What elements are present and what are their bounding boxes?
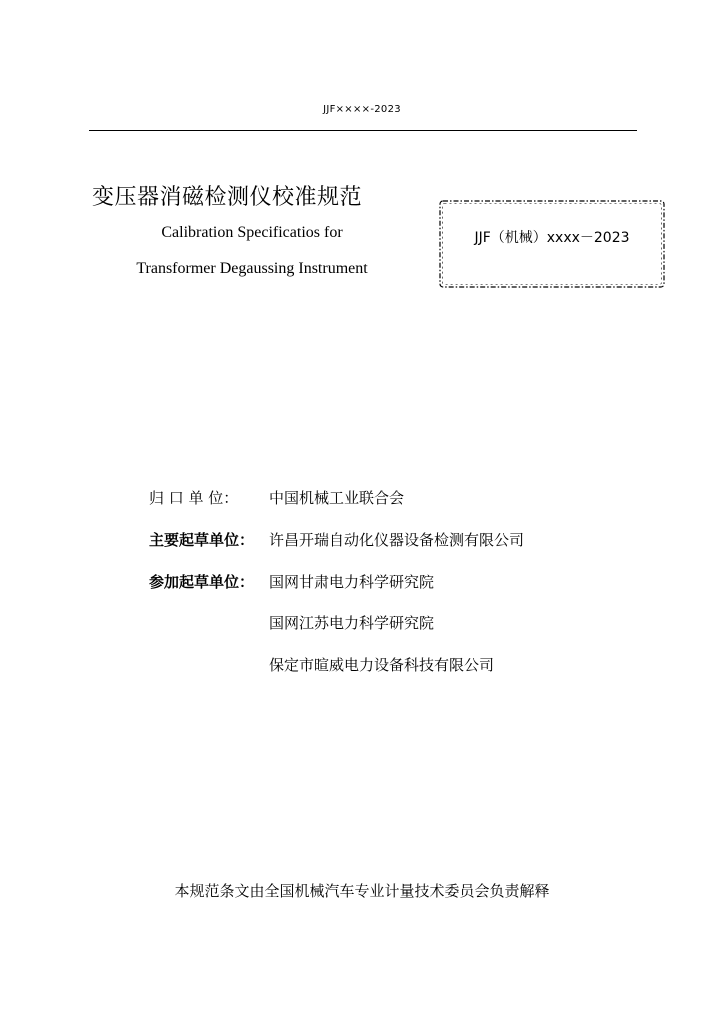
document-header-code: JJF××××-2023	[323, 104, 401, 115]
title-english-line1: Calibration Specificatios for	[161, 224, 343, 241]
participating-unit-label: 参加起草单位：	[149, 573, 255, 591]
title-english-line2: Transformer Degaussing Instrument	[136, 260, 368, 277]
participating-unit-value-1: 国网甘肃电力科学研究院	[269, 573, 435, 591]
title-chinese: 变压器消磁检测仪校准规范	[92, 185, 363, 210]
main-drafting-unit-value: 许昌开瑞自动化仪器设备检测有限公司	[269, 531, 525, 549]
responsible-unit-label: 归 口 单 位：	[149, 489, 239, 507]
standard-code-text: JJF（机械）xxxx－2023	[474, 230, 630, 246]
participating-unit-value-2: 国网江苏电力科学研究院	[269, 614, 435, 632]
participating-unit-row-3	[149, 654, 494, 675]
header-divider	[89, 130, 637, 131]
main-drafting-unit-label: 主要起草单位：	[149, 531, 255, 549]
responsible-unit-value: 中国机械工业联合会	[269, 489, 405, 507]
main-drafting-unit-row	[149, 529, 524, 550]
participating-unit-row	[149, 571, 434, 592]
interpretation-note: 本规范条文由全国机械汽车专业计量技术委员会负责解释	[174, 882, 550, 900]
participating-unit-row-2	[149, 612, 434, 633]
responsible-unit-row	[149, 487, 404, 508]
participating-unit-value-3: 保定市暄威电力设备科技有限公司	[269, 656, 495, 674]
standard-code-box	[437, 198, 667, 290]
